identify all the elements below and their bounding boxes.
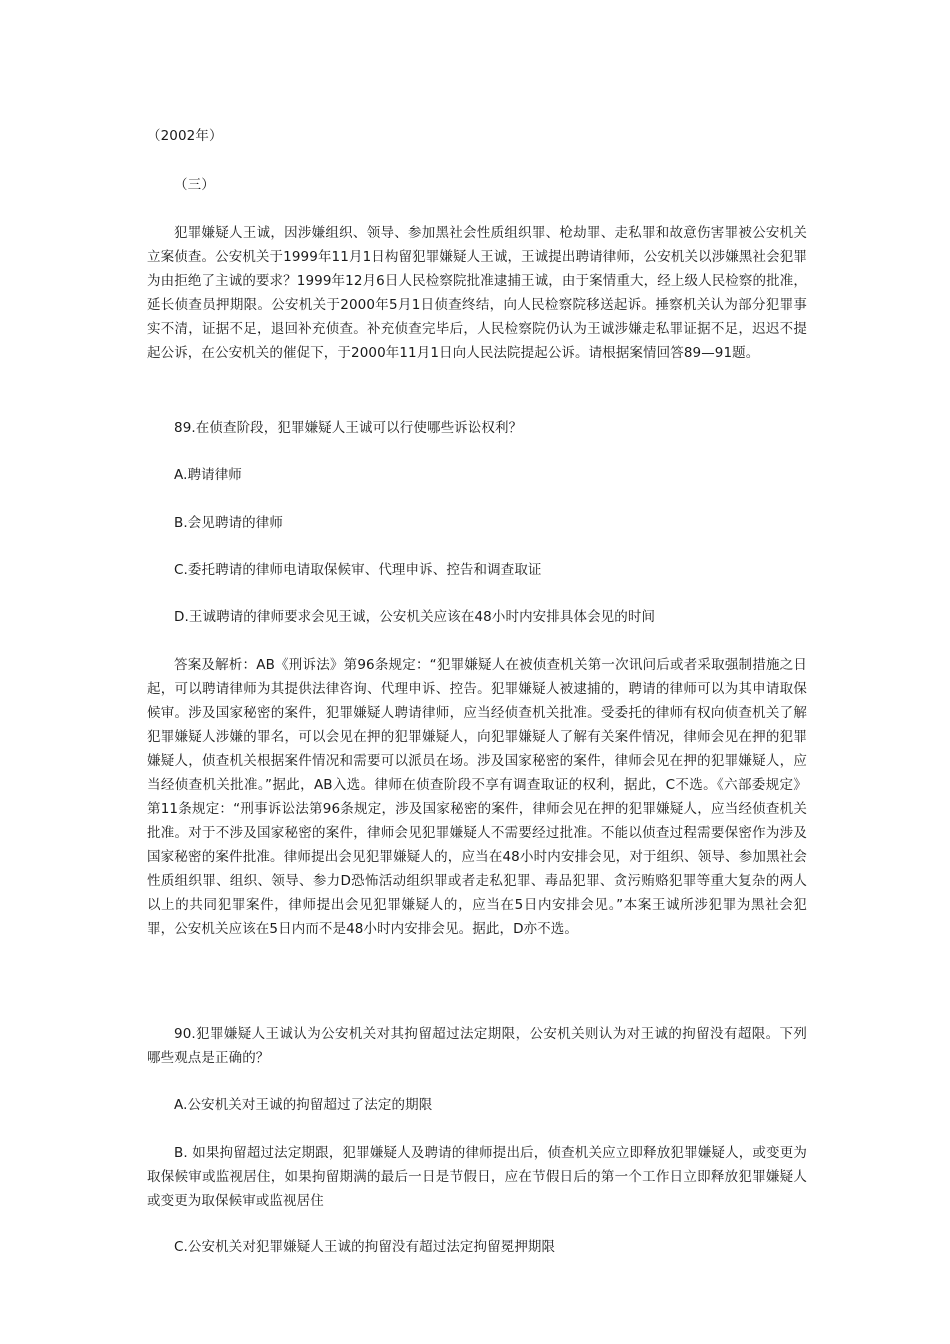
q89-option-b: B.会见聘请的律师 [174, 515, 283, 531]
q89-option-a: A.聘请律师 [174, 467, 242, 483]
q90-option-c: C.公安机关对犯罪嫌疑人王诚的拘留没有超过法定拘留冕押期限 [174, 1239, 556, 1255]
q89-option-d: D.王诚聘请的律师要求会见王诚，公安机关应该在48小时内安排具体会见的时间 [174, 609, 656, 625]
question-89: 89.在侦查阶段，犯罪嫌疑人王诚可以行使哪些诉讼权利？ [174, 420, 523, 436]
q89-option-c: C.委托聘请的律师电请取保候审、代理申诉、控告和调查取证 [174, 562, 542, 578]
question-90: 90.犯罪嫌疑人王诚认为公安机关对其拘留超过法定期限，公安机关则认为对王诚的拘留没有超限。下列哪些观点是正确的？ [147, 1026, 807, 1066]
q89-answer-explanation: 答案及解析：AB《刑诉法》第96条规定：“犯罪嫌疑人在被侦查机关第一次讯问后或者采取强制措施之日起，可以聘请律师为其提供法律咨询、代理申诉、控告。犯罪嫌疑人被逮捕的，聘请的律师可以为其申请取保候审。涉及国家秘密的案件，犯罪嫌疑人聘请律师，应当经侦查机关批准。受委托的律师有权向侦查机关了解犯罪嫌疑人涉嫌的罪名，可以会见在押的犯罪嫌疑人，向犯罪嫌疑人了解有关案件情况，律师会见在押的犯罪嫌疑人，侦查机关根据案件情况和需要可以派员在场。涉及国家秘密的案件，律师会见在押的犯罪嫌疑人，应当经侦查机关批准。”据此，AB入选。律师在侦查阶段不享有调查取证的权利，据此，C不选。《六部委规定》第11条规定：“刑事诉讼法第96条规定，涉及国家秘密的案件，律师会见在押的犯罪嫌疑人，应当经侦查机关批准。对于不涉及国家秘密的案件，律师会见犯罪嫌疑人不需要经过批准。不能以侦查过程需要保密作为涉及国家秘密的案件批准。律师提出会见犯罪嫌疑人的，应当在48小时内安排会见，对于组织、领导、参加黑社会性质组织罪、组织、领导、参力D恐怖活动组织罪或者走私犯罪、毒品犯罪、贪污贿赂犯罪等重大复杂的两人以上的共同犯罪案件，律师提出会见犯罪嫌疑人的，应当在5日内安排会见。”本案王诚所涉犯罪为黑社会犯罪，公安机关应该在5日内而不是48小时内安排会见。据此，D亦不选。 [147, 657, 807, 937]
q90-option-b: B. 如果拘留超过法定期跟，犯罪嫌疑人及聘请的律师提出后，侦查机关应立即释放犯罪嫌疑人，或变更为取保候审或监视居住，如果拘留期满的最后一日是节假日，应在节假日后的第一个工作日立即释放犯罪嫌疑人或变更为取保候审或监视居住 [147, 1145, 807, 1209]
year-note: （2002年） [147, 128, 223, 144]
case-description: 犯罪嫌疑人王诚，因涉嫌组织、领导、参加黑社会性质组织罪、枪劫罪、走私罪和故意伤害罪被公安机关立案侦查。公安机关于1999年11月1日构留犯罪嫌疑人王诚，王诚提出聘请律师，公安机关以涉嫌黑社会犯罪为由拒绝了主诚的要求？1999年12月6日人民检察院批准逮捕王诚，由于案情重大，经上级人民检察的批准，延长侦查员押期限。公安机关于2000年5月1日侦查终结，向人民检察院移送起诉。捶察机关认为部分犯罪事实不清，证据不足，退回补充侦查。补充侦查完毕后，人民检察院仍认为王诚涉嫌走私罪证据不足，迟迟不提起公诉，在公安机关的催促下，于2000年11月1日向人民法院提起公诉。请根据案情回答89—91题。 [147, 225, 807, 361]
section-marker: （三） [174, 177, 215, 193]
q90-option-a: A.公安机关对王诚的拘留超过了法定的期限 [174, 1097, 433, 1113]
